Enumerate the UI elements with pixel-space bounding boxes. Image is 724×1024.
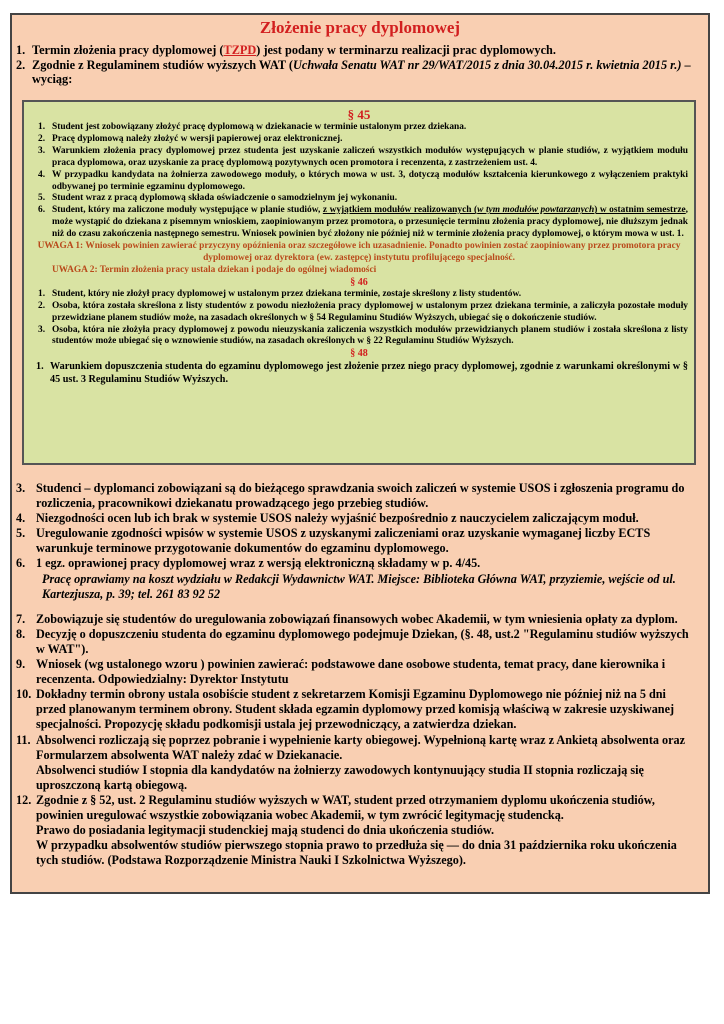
text-span: ) w ostatnim semestrze: [594, 205, 686, 216]
section-48-heading: § 48: [350, 348, 368, 360]
item-text: Dokładny termin obrony ustala osobiście student z sekretarzem Komisji Egzaminu Dyplomowego nie później niż na 5 dni przed planowanym terminem obrony. Student składa egzamin dyplomowy przed komisją właściwą w zakresie uzyskiwanej specjalności. Propozycję składu podkomisji ustala jej przewodniczący, a zatwierdza dziekan.: [36, 687, 675, 732]
item-number: 1.: [38, 122, 46, 132]
text-span: W przypadku absolwentów studiów pierwszego stopnia prawo to przedłuża się — do dnia 31 października roku ukończenia tych studiów. (Podstawa Rozporządzenie Ministra Nauki I Szkolnictwa Wyższego).: [36, 838, 677, 868]
item-text: W przypadku kandydata na żołnierza zawodowego moduły, o których mowa w ust. 3, dotyczą modułów kształcenia kierunkowego z wyłączeniem praktyki odbywanej po terminie egzaminu dyplomowego.: [52, 169, 688, 192]
list-item: [16, 556, 706, 601]
item-text: Osoba, która została skreślona z listy studentów z powodu niezłożenia pracy dyplomowej w ustalonym przez dziekana terminie, a zaliczyła pozostałe moduły przewidziane planem studiów może, na zasadach określonych w § 54 Regulaminu Studiów Wyższych, ubiegać się o dokończenie studiów.: [52, 300, 688, 323]
text-span: z wyjątkiem modułów realizowanych (: [322, 205, 478, 216]
text-span: Student, który ma zaliczone moduły występujące w planie studiów,: [52, 205, 323, 216]
item-number: 3.: [38, 324, 46, 335]
section-46-heading: § 46: [350, 276, 368, 288]
item-number: 1.: [38, 288, 46, 299]
list-item: [16, 481, 706, 511]
item-number: 11.: [16, 732, 31, 747]
list-item: [24, 301, 694, 325]
text-span: , może wystąpić do dziekana z pisemnym wnioskiem, zaopiniowanym przez promotora, o przesunięcie terminu złożenia pracy dyplomowej, nie dłuższym jednak niż do czasu zakończenia następnego semestru. Wniosek powinien być złożony nie później niż w terminie złożenia pracy dyplomowej, o którym mowa w ust. 1.: [52, 205, 688, 240]
item-text: [52, 205, 694, 241]
section-46-list: [24, 289, 694, 349]
list-item: [24, 205, 694, 241]
item-text: Student wraz z pracą dyplomową składa oświadczenie o samodzielnym jej wykonaniu.: [52, 193, 398, 204]
item-text: [36, 793, 706, 868]
item-number: 5.: [16, 526, 26, 541]
text-span: Zgodnie z § 52, ust. 2 Regulaminu studiów wyższych w WAT, student przed otrzymaniem dyplomu ukończenia studiów, powinien uregulować wszystkie zobowiązania wobec Akademii, w tym zwrócić legitymację studencką.: [36, 792, 655, 822]
item-number: 8.: [16, 626, 26, 641]
list-item: [16, 526, 706, 556]
text-span: Prawo do posiadania legitymacji studenckiej mają studenci do dnia ukończenia studiów.: [36, 823, 495, 838]
list-item: [24, 170, 694, 194]
list-item: [16, 627, 706, 657]
item-text: Zobowiązuje się studentów do uregulowania zobowiązań finansowych wobec Akademii, w tym wniesienia opłaty za dyplom.: [36, 611, 678, 626]
item-text: [32, 58, 694, 87]
item-text: Warunkiem dopuszczenia studenta do egzaminu dyplomowego jest złożenie przez niego pracy dyplomowej, zgodnie z warunkami określonymi w § 45 ust. 3 Regulaminu Studiów Wyższych.: [50, 361, 688, 386]
list-item: [16, 657, 706, 687]
item-text: Studenci – dyplomanci zobowiązani są do bieżącego sprawdzania swoich zaliczeń w systemie USOS i zgłoszenia programu do rozliczenia, pracownikowi dziekanatu prowadzącego jego przebieg studiów.: [36, 481, 685, 511]
intro-item: [16, 43, 694, 58]
text-span: 1 egz. oprawionej pracy dyplomowej wraz z wersją elektroniczną składamy w p. 4/45.: [36, 556, 481, 571]
item-text: Student, który nie złożył pracy dyplomowej w ustalonym przez dziekana terminie, zostaje skreślony z listy studentów.: [52, 288, 522, 299]
item-text: Student jest zobowiązany złożyć pracę dyplomową w dziekanacie w terminie ustalonym przez dziekana.: [52, 122, 467, 132]
text-span: ) jest podany w terminarzu realizacji prac dyplomowych.: [256, 43, 556, 57]
section-48-list: [24, 360, 694, 386]
item-text: Wniosek (wg ustalonego wzoru ) powinien zawierać: podstawowe dane osobowe studenta, temat pracy, dane kierownika i recenzenta. Odpowiedzialny: Dyrektor Instytutu: [36, 657, 666, 687]
item-number: 1.: [16, 43, 26, 57]
item-number: 7.: [16, 611, 26, 626]
text-span: w tym modułów powtarzanych: [477, 205, 595, 216]
item-number: 3.: [38, 145, 46, 156]
item-text: [32, 43, 694, 58]
list-item: [24, 122, 694, 134]
list-item: [24, 193, 694, 205]
list-item: [16, 793, 706, 868]
item-text: Osoba, która nie złożyła pracy dyplomowej z powodu nieuzyskania zaliczenia wszystkich modułów przewidzianych planem studiów i została skreślona z listy studentów może ubiegać się o wznowienie studiów, na zasadach określonych w § 22 Regulaminu Studiów Wyższych.: [52, 324, 688, 347]
text-span: – wyciąg:: [32, 57, 691, 86]
item-number: 9.: [16, 657, 26, 672]
item-text: Warunkiem złożenia pracy dyplomowej przez studenta jest uzyskanie zaliczeń wszystkich modułów występujących w planie studiów, z wyjątkiem modułu praca dyplomowa, oraz uzyskanie za pracę dyplomową pozytywnych ocen promotora i recenzenta, z zastrzeżeniem ust. 4.: [52, 145, 688, 168]
item-number: 4.: [38, 169, 46, 180]
item-text: [36, 733, 706, 793]
list-item: [16, 733, 706, 793]
item-number: 2.: [16, 57, 26, 72]
intro-list: [12, 39, 708, 87]
list-item: [16, 687, 706, 732]
item-text: Uregulowanie zgodności wpisów w systemie USOS z uzyskanymi zaliczeniami oraz uzyskanie wymaganej liczby ECTS warunkuje terminowe przygotowanie dokumentów do egzaminu dyplomowego.: [36, 526, 651, 556]
list-item: [24, 360, 694, 386]
list-item: [16, 612, 706, 627]
binding-info: Pracę oprawiamy na koszt wydziału w Redakcji Wydawnictw WAT. Miejsce: Biblioteka Główna WAT, przyziemie, wejście od ul. Kartezjusza, p. 39; tel. 261 83 92 52: [42, 571, 676, 601]
note-1: UWAGA 1: Wniosek powinien zawierać przyczyny opóźnienia oraz szczegółowe ich uzasadnienie. Ponadto powinien zostać zaopiniowany przez promotora pracy dyplomowej oraz dyrektora (ew. zastępcę) instytutu profilującego specjalność.: [37, 241, 681, 263]
list-item: [16, 511, 706, 526]
item-number: 2.: [38, 300, 46, 311]
item-number: 1.: [36, 361, 44, 373]
list-item: [24, 325, 694, 349]
intro-item: [16, 58, 694, 87]
item-text: Decyzję o dopuszczeniu studenta do egzaminu dyplomowego podejmuje Dziekan, (§. 48, ust.2 "Regulaminu studiów wyższych w WAT").: [36, 626, 689, 656]
resolution-reference: Uchwała Senatu WAT nr 29/WAT/2015 z dnia 30.04.2015 r. kwietnia 2015 r.): [292, 57, 682, 72]
text-span: Zgodnie z Regulaminem studiów wyższych WAT (: [32, 57, 293, 72]
item-text: Pracę dyplomową należy złożyć w wersji papierowej oraz elektronicznej.: [52, 133, 343, 144]
text-span: Absolwenci rozliczają się poprzez pobranie i wypełnienie karty obiegowej. Wypełnioną kartę wraz z Ankietą absolwenta oraz Formularzem absolwenta WAT należy zdać w Dziekanacie.: [36, 732, 686, 762]
list-item: [24, 289, 694, 301]
list-item: [24, 134, 694, 146]
item-text: Niezgodności ocen lub ich brak w systemie USOS należy wyjaśnić bezpośrednio z nauczycielem zaliczającym moduł.: [36, 511, 639, 526]
item-number: 3.: [16, 481, 26, 495]
document-frame: [10, 13, 710, 894]
section-45-heading: § 45: [347, 107, 371, 122]
text-span: Termin złożenia pracy dyplomowej (: [32, 43, 224, 57]
note-2: UWAGA 2: Termin złożenia pracy ustala dziekan i podaje do ogólnej wiadomości: [52, 264, 377, 275]
page-title: Złożenie pracy dyplomowej: [259, 18, 461, 37]
procedure-list: [16, 481, 706, 868]
underlined-text: [323, 205, 686, 215]
item-number: 10.: [16, 687, 32, 702]
item-number: 4.: [16, 511, 26, 526]
item-text: [36, 556, 706, 601]
tzpd-link[interactable]: TZPD: [223, 43, 257, 57]
section-45-list: [24, 122, 694, 241]
text-span: Absolwenci studiów I stopnia dla kandydatów na żołnierzy zawodowych kontynuujący studia II stopnia rozliczają się uproszczoną kartą obiegową.: [36, 762, 644, 792]
list-item: [24, 146, 694, 170]
item-number: 2.: [38, 133, 46, 144]
item-number: 5.: [38, 193, 46, 204]
item-number: 12.: [16, 792, 32, 807]
item-number: 6.: [16, 556, 26, 571]
item-number: 6.: [38, 205, 46, 216]
regulation-excerpt-box: [22, 100, 696, 465]
